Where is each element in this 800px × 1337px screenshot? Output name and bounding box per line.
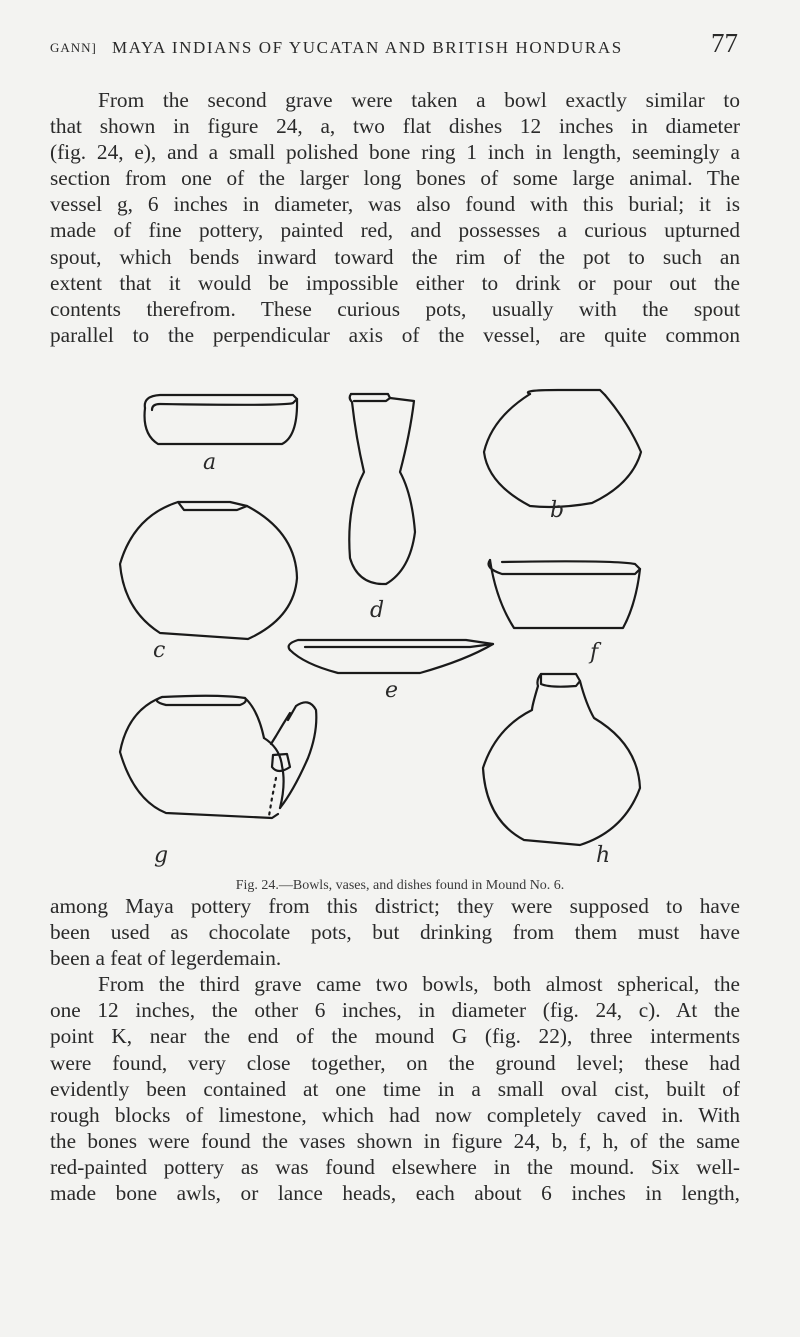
vessel-e-drawing: [289, 640, 493, 673]
text-line: extent that it would be impossible either to drink or pour out the: [50, 270, 740, 295]
text-line: were found, very close together, on the ground level; these had: [50, 1050, 740, 1075]
running-title: MAYA INDIANS OF YUCATAN AND BRITISH HONDURAS: [112, 38, 623, 57]
vessel-h-drawing: [483, 674, 640, 845]
pottery-drawings: [100, 388, 700, 868]
label-f: f: [590, 640, 599, 665]
paragraph-2: [50, 893, 740, 1206]
text-line: one 12 inches, the other 6 inches, in diameter (fig. 24, c). At the: [50, 998, 740, 1023]
paragraph-1: [50, 87, 740, 348]
text-line: From the third grave came two bowls, both almost spherical, the: [98, 972, 740, 997]
text-line: parallel to the perpendicular axis of the vessel, are quite common: [50, 322, 740, 347]
label-b: b: [550, 498, 565, 523]
vessel-d-drawing: [349, 394, 415, 584]
label-c: c: [153, 638, 166, 663]
text-line: among Maya pottery from this district; they were supposed to have: [50, 894, 740, 918]
text-line: made of fine pottery, painted red, and possesses a curious upturned: [50, 218, 740, 243]
vessel-c-drawing: [120, 502, 297, 639]
text-line: spout, which bends inward toward the rim of the pot to such an: [50, 244, 740, 269]
vessel-g-drawing: [120, 696, 316, 818]
text-line: the bones were found the vases shown in figure 24, b, f, h, of the same: [50, 1128, 740, 1153]
text-line: been a feat of legerdemain.: [50, 946, 282, 971]
vessel-f-drawing: [489, 560, 641, 628]
vessel-a-drawing: [145, 395, 298, 444]
author-tag: GANN]: [50, 40, 97, 55]
figure-24: [100, 388, 700, 868]
text-line: evidently been contained at one time in a small oval cist, built of: [50, 1076, 740, 1101]
text-line: vessel g, 6 inches in diameter, was also found with this burial; it is: [50, 192, 740, 217]
text-line: point K, near the end of the mound G (fig. 22), three interments: [50, 1024, 740, 1049]
text-line: red-painted pottery as was found elsewhere in the mound. Six well-: [50, 1154, 740, 1179]
label-d: d: [370, 598, 385, 623]
label-g: g: [154, 843, 169, 868]
label-h: h: [596, 843, 611, 868]
text-line: made bone awls, or lance heads, each about 6 inches in length,: [50, 1181, 740, 1206]
figure-caption: Fig. 24.—Bowls, vases, and dishes found in Mound No. 6.: [235, 878, 565, 893]
text-line: section from one of the larger long bones of some large animal. The: [50, 166, 740, 191]
label-e: e: [385, 678, 399, 703]
text-line: that shown in figure 24, a, two flat dishes 12 inches in diameter: [50, 114, 740, 139]
text-line: been used as chocolate pots, but drinking from them must have: [50, 920, 740, 945]
text-line: (fig. 24, e), and a small polished bone ring 1 inch in length, seemingly a: [50, 140, 740, 165]
label-a: a: [203, 450, 217, 475]
text-line: From the second grave were taken a bowl exactly similar to: [98, 88, 740, 112]
vessel-b-drawing: [484, 390, 641, 507]
text-line: rough blocks of limestone, which had now completely caved in. With: [50, 1102, 740, 1127]
text-line: contents therefrom. These curious pots, usually with the spout: [50, 296, 740, 321]
running-header: [50, 28, 740, 68]
page-number: 77: [711, 28, 738, 58]
